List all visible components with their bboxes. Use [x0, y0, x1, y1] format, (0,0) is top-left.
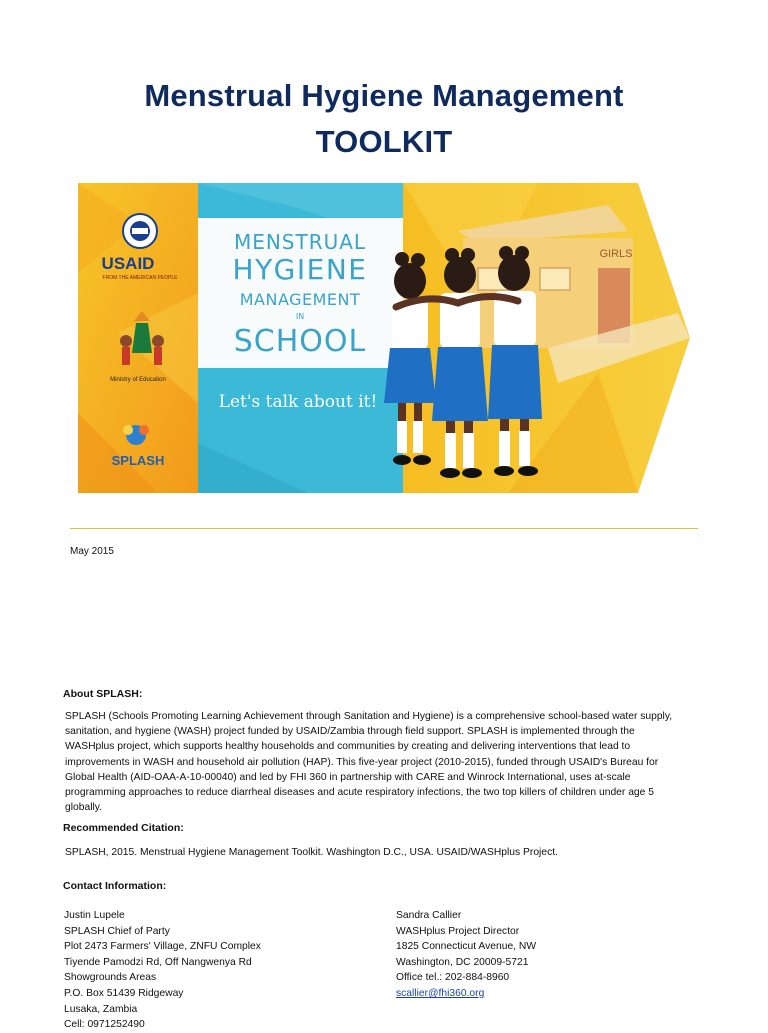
card-heading-line3: MANAGEMENT — [239, 290, 361, 309]
splash-wordmark: SPLASH — [111, 453, 165, 468]
contact-line: Tiyende Pamodzi Rd, Off Nangwenya Rd — [64, 956, 252, 968]
usaid-wordmark: USAID — [101, 254, 155, 273]
email-link[interactable]: scallier@fhi360.org — [396, 987, 485, 999]
about-line: programming approaches to reduce diarrheal diseases and acute respiratory infections, the two top killers of children under age 5 — [65, 787, 654, 799]
contact-line: Lusaka, Zambia — [64, 1003, 138, 1015]
contact-line: Cell: 0971252490 — [64, 1019, 145, 1031]
usaid-tagline: FROM THE AMERICAN PEOPLE — [102, 275, 178, 281]
contact-line: Justin Lupele — [64, 910, 125, 921]
slogan: Let's talk about it! — [218, 392, 378, 412]
about-line: improvements in WASH and household air pollution (HAP). This five-year project (2010-2015), funded through USAID's Bureau for — [65, 756, 659, 768]
contact-line: WASHplus Project Director — [396, 925, 520, 937]
citation-heading: Recommended Citation: — [63, 822, 184, 834]
about-line: WASHplus project, which supports healthy households and communities by creating and delivering interventions that lead to — [65, 741, 631, 753]
publication-date: May 2015 — [70, 546, 114, 557]
contact-line: P.O. Box 51439 Ridgeway — [64, 987, 184, 999]
contact-line: 1825 Connecticut Avenue, NW — [396, 941, 537, 953]
contact-line: Office tel.: 202-884-8960 — [396, 972, 510, 984]
about-heading: About SPLASH: — [63, 688, 143, 700]
contact-line: SPLASH Chief of Party — [64, 925, 170, 937]
ministry-label: Ministry of Education — [110, 377, 166, 383]
document-subtitle: TOOLKIT — [315, 124, 453, 159]
cover-banner — [78, 183, 690, 493]
card-heading-line5: SCHOOL — [233, 324, 367, 359]
contact-left — [64, 908, 261, 1033]
card-heading-line1: MENSTRUAL — [233, 230, 367, 254]
about-line: globally. — [65, 802, 103, 814]
about-line: Global Health (AID-OAA-A-10-00040) and led by FHI 360 in partnership with CARE and Winrock International, uses at-scale — [65, 771, 631, 783]
card-heading-line2: HYGIENE — [232, 253, 368, 286]
contact-line: Sandra Callier — [396, 910, 462, 921]
cover-illustration — [78, 183, 690, 493]
contact-line: Showgrounds Areas — [64, 972, 157, 984]
contact-right — [396, 908, 536, 1002]
about-line: sanitation, and hygiene (WASH) project funded by USAID/Zambia through field support. SPLASH is implemented through the — [65, 726, 635, 738]
about-paragraph — [65, 709, 715, 815]
usaid-logo — [123, 214, 157, 248]
girls-sign: GIRLS — [599, 248, 633, 260]
contact-line: Washington, DC 20009-5721 — [396, 956, 529, 968]
document-title: Menstrual Hygiene Management — [144, 78, 624, 113]
contact-line: Plot 2473 Farmers' Village, ZNFU Complex — [64, 941, 261, 953]
card-heading-line4: IN — [295, 312, 305, 321]
citation-text: SPLASH, 2015. Menstrual Hygiene Management Toolkit. Washington D.C., USA. USAID/WASHplus Project. — [65, 847, 558, 858]
about-line: SPLASH (Schools Promoting Learning Achievement through Sanitation and Hygiene) is a comprehensive school-based water supply, — [65, 711, 673, 722]
contact-heading: Contact Information: — [63, 880, 167, 892]
divider-line — [70, 528, 698, 529]
